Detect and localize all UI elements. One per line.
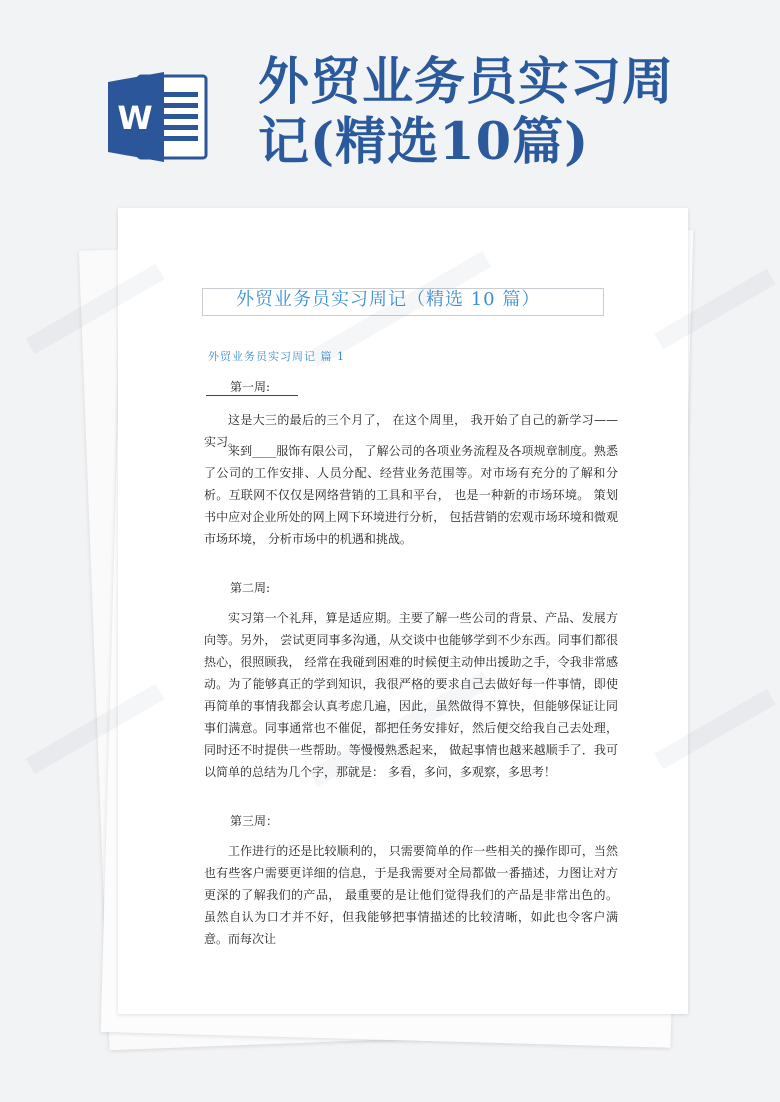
- week-3-label: 第三周：: [230, 814, 279, 828]
- paragraph: 实习第一个礼拜，算是适应期。主要了解一些公司的背景、产品、发展方向等。另外， 尝试更同事多沟通，从交谈中也能够学到不少东西。同事们都很热心，很照顾我， 经常在我碰到困难的时候便主动伸出援助之手，令我非常感动。为了能够真正的学到知识，我很严格的要求自己去做好每一件事情，即使再简单的事情我都会认真考虑几遍，因此，虽然做得不算快，但能够保证让同事们满意。同事通常也不催促，都把任务安排好，然后便交给我自己去处理，同时还不时提供一些帮助。等慢慢熟悉起来， 做起事情也越来越顺手了．我可以简单的总结为几个字，那就是： 多看，多问，多观察，多思考！: [204, 611, 618, 779]
- week-1-label: 第一周:: [206, 378, 298, 396]
- page-title: [258, 52, 758, 172]
- word-icon: [108, 72, 208, 162]
- paragraph: 工作进行的还是比较顺利的， 只需要简单的作一些相关的操作即可，当然也有些客户需要更详细的信息，于是我需要对全局都做一番描述，力图让对方更深的了解我们的产品， 最重要的是让他们觉得我们的产品是非常出色的。 虽然自认为口才并不好，但我能够把事情描述的比较清晰，如此也令客户满意。而每次让: [204, 844, 618, 946]
- week-2-label: 第二周:: [230, 581, 271, 595]
- doc-title: 外贸业务员实习周记（精选 10 篇）: [236, 289, 541, 310]
- title-line-1: 外贸业务员实习周: [258, 52, 675, 112]
- svg-text:W: W: [117, 99, 153, 137]
- section-heading: 外贸业务员实习周记 篇 1: [208, 350, 345, 363]
- paragraph: 来到____服饰有限公司， 了解公司的各项业务流程及各项规章制度。熟悉了公司的工作安排、人员分配、经营业务范围等。对市场有充分的了解和分析。互联网不仅仅是网络营销的工具和平台， 也是一种新的市场环境。 策划书中应对企业所处的网上网下环境进行分析， 包括营销的宏观市场环境和微观市场环境， 分析市场中的机遇和挑战。: [204, 444, 618, 546]
- paragraph: 这是大三的最后的三个月了， 在这个周里， 我开始了自己的新学习——实习。: [204, 413, 618, 449]
- title-line-2: 记(精选10篇): [258, 112, 590, 172]
- document-page: [118, 208, 688, 1014]
